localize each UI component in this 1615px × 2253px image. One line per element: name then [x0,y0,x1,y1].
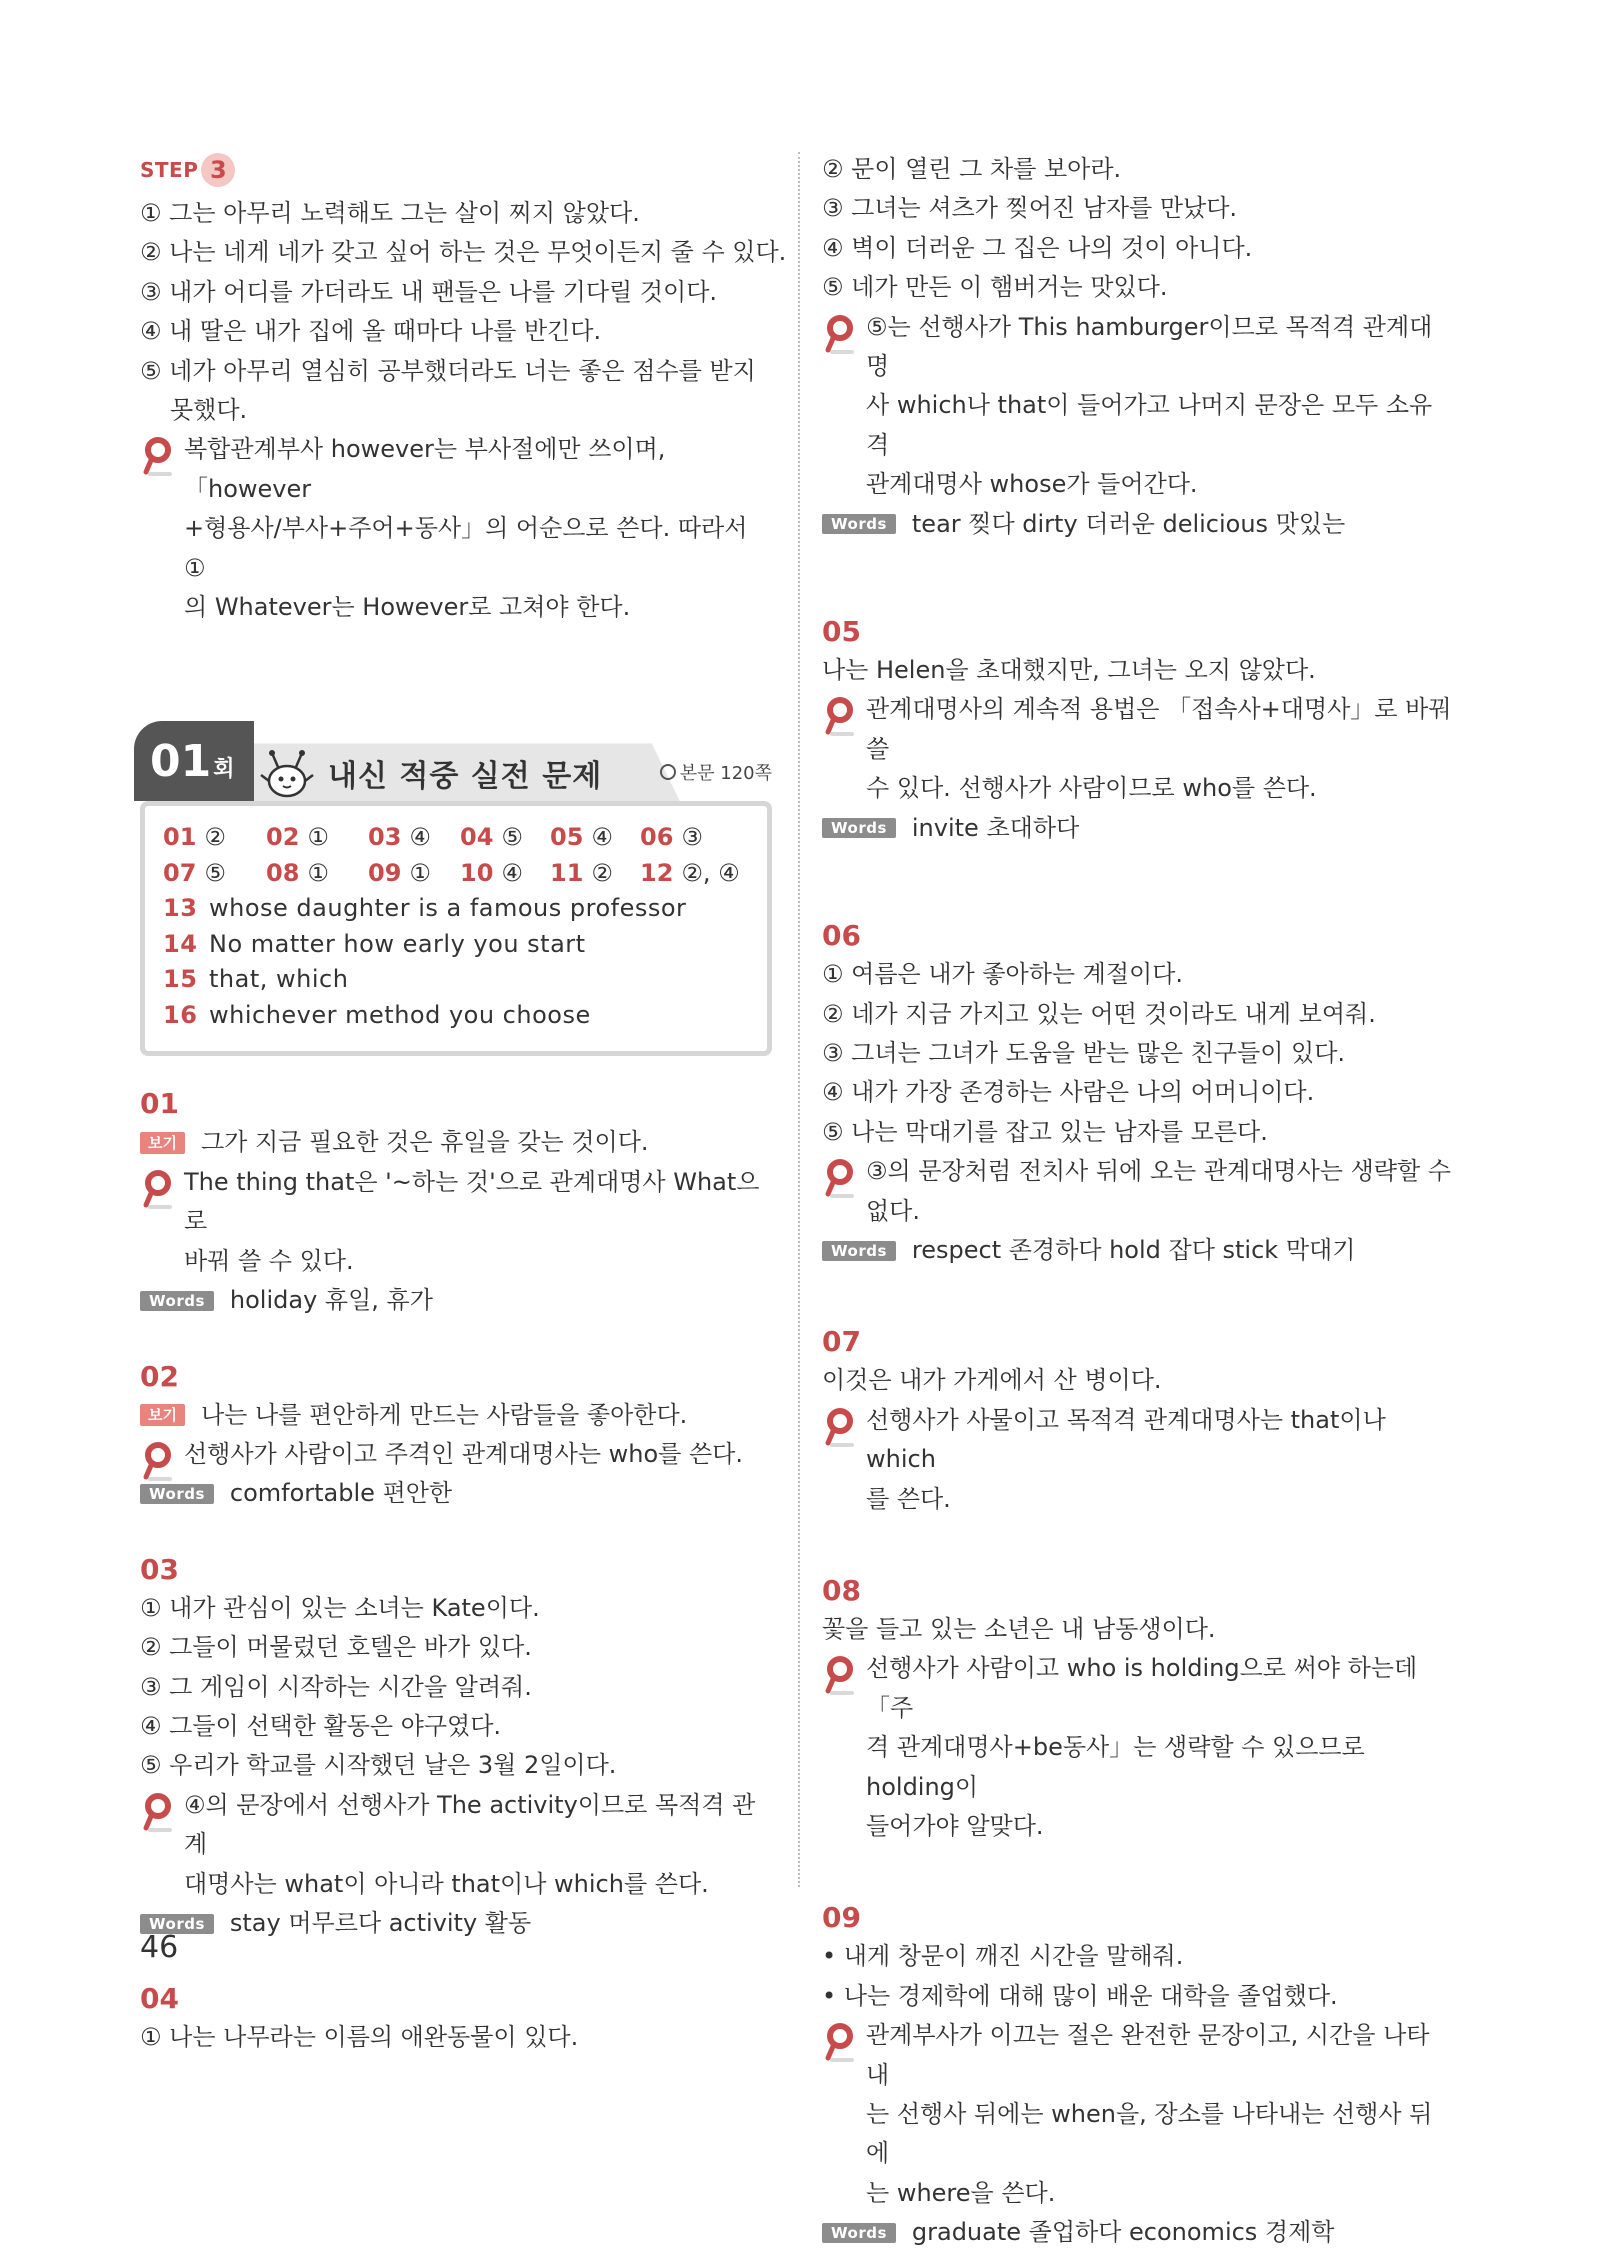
example-line: 보기 나는 나를 편안하게 만드는 사람들을 좋아한다. [140,1396,772,1435]
words-line: Words tear 찢다 dirty 더러운 delicious 맛있는 [822,505,1452,544]
step3-lines [140,194,787,430]
note-line: ④의 문장에서 선행사가 The activity이므로 목적격 관계 [184,1790,756,1859]
text-line: ⑤ 네가 만든 이 햄버거는 맛있다. [822,273,1168,302]
magnifier-pin-icon [822,696,858,738]
note-line: 는 선행사 뒤에는 when을, 장소를 나타내는 선행사 뒤에 [866,2100,1433,2168]
note-line: 의 Whatever는 However로 고쳐야 한다. [184,593,631,622]
note-line: 수 있다. 선행사가 사람이므로 who를 쓴다. [866,774,1317,803]
question-number: 04 [140,1982,179,2016]
round-banner [140,721,772,801]
example-line: 보기 그가 지금 필요한 것은 휴일을 갖는 것이다. [140,1123,772,1162]
note-line: 대명사는 what이 아니라 that이나 which를 쓴다. [184,1869,709,1898]
answer-item: 01 ② [163,823,226,852]
question-01 [140,1084,772,1320]
magnifier-pin-icon [822,1158,858,1200]
note-line: 선행사가 사람이고 who is holding으로 써야 하는데 「주 [866,1654,1418,1722]
words-line: Words graduate 졸업하다 economics 경제학 [822,2213,1452,2252]
text-line: ④ 벽이 더러운 그 집은 나의 것이 아니다. [822,233,1253,262]
text-line: ① 여름은 내가 좋아하는 계절이다. [822,960,1184,989]
text-line: ④ 내가 가장 존경하는 사람은 나의 어머니이다. [822,1078,1315,1107]
words-line: Words stay 머무르다 activity 활동 [140,1904,772,1943]
answer-item: 04 ⑤ [460,823,523,852]
answer-item: 10 ④ [460,858,523,887]
note-line: 바꿔 쓸 수 있다. [184,1246,354,1275]
answer-text-item: 15 that, which [163,965,349,994]
answer-item: 06 ③ [640,823,703,852]
question-04 [140,1979,772,2057]
answer-item: 11 ② [550,858,613,887]
explanation-note [822,1649,1452,1846]
note-line: 선행사가 사람이고 주격인 관계대명사는 who를 쓴다. [184,1439,743,1468]
note-line: 없다. [866,1196,920,1225]
words-badge: Words [140,1914,214,1934]
text-line: • 내게 창문이 깨진 시간을 말해줘. [822,1942,1184,1971]
answer-item: 07 ⑤ [163,858,226,887]
text-line: 못했다. [170,396,248,425]
explanation-note [822,2016,1452,2213]
text-line: ② 나는 네게 네가 갖고 싶어 하는 것은 무엇이든지 줄 수 있다. [140,238,787,267]
words-line: Words invite 초대하다 [822,809,1452,848]
note-line: ⑤는 선행사가 This hamburger이므로 목적격 관계대명 [866,312,1433,381]
reference-circle-icon [660,764,676,780]
explanation-note [822,308,1452,505]
question-07 [822,1322,1452,1519]
text-line: • 나는 경제학에 대해 많이 배운 대학을 졸업했다. [822,1981,1338,2010]
right-column [822,150,1452,2253]
column-divider [798,152,800,1887]
question-number: 08 [822,1573,861,1607]
words-line: Words comfortable 편안한 [140,1474,772,1513]
magnifier-pin-icon [140,436,176,478]
words-badge: Words [140,1291,214,1311]
text-line: ① 그는 아무리 노력해도 그는 살이 찌지 않았다. [140,199,640,227]
question-number: 02 [140,1359,179,1393]
question-05 [822,612,1452,848]
explanation-note [140,1435,772,1474]
example-badge: 보기 [140,1132,185,1154]
text-line: 꽃을 들고 있는 소년은 내 남동생이다. [822,1614,1216,1643]
answer-row [163,856,767,892]
question-08 [822,1571,1452,1846]
question-06 [822,916,1452,1270]
note-line: 는 where을 쓴다. [866,2178,1056,2207]
text-line: ③ 내가 어디를 가더라도 내 팬들은 나를 기다릴 것이다. [140,277,718,306]
text-line: ④ 내 딸은 내가 집에 올 때마다 나를 반긴다. [140,317,602,346]
words-badge: Words [822,2223,896,2243]
note-line: 관계대명사 whose가 들어간다. [866,470,1198,499]
note-line: 복합관계부사 however는 부사절에만 쓰이며, 「however [184,435,666,503]
answer-row [163,820,767,856]
step3-heading [140,150,772,190]
magnifier-pin-icon [140,1792,176,1834]
text-line: 이것은 내가 가게에서 산 병이다. [822,1366,1162,1395]
explanation-note [140,1163,772,1281]
text-line: ① 내가 관심이 있는 소녀는 Kate이다. [140,1593,540,1622]
magnifier-pin-icon [822,1655,858,1697]
explanation-note [140,430,772,627]
question-number: 07 [822,1325,861,1359]
explanation-note [822,1401,1452,1519]
note-line: 관계대명사의 계속적 용법은 「접속사+대명사」로 바꿔 쓸 [866,695,1452,763]
page-reference: 본문 120쪽 [660,759,772,785]
answer-item: 02 ① [266,823,329,852]
magnifier-pin-icon [822,2022,858,2064]
text-line: ② 그들이 머물렀던 호텔은 바가 있다. [140,1633,532,1662]
text-line: ⑤ 우리가 학교를 시작했던 날은 3월 2일이다. [140,1751,617,1780]
text-line: ② 네가 지금 가지고 있는 어떤 것이라도 내게 보여줘. [822,999,1376,1028]
magnifier-pin-icon [140,1169,176,1211]
answer-item: 03 ④ [368,823,431,852]
text-line: ⑤ 네가 아무리 열심히 공부했더라도 너는 좋은 점수를 받지 [140,356,756,385]
answer-item: 12 ②, ④ [640,858,740,887]
text-line: ④ 그들이 선택한 활동은 야구였다. [140,1711,502,1740]
round-number: 01회 [150,736,235,788]
question-02 [140,1357,772,1514]
answer-key-box [140,801,772,1056]
answer-item: 08 ① [266,858,329,887]
note-line: 를 쓴다. [866,1484,951,1513]
note-line: 관계부사가 이끄는 절은 완전한 문장이고, 시간을 나타내 [866,2021,1430,2089]
left-column [140,150,787,2058]
magnifier-pin-icon [822,1407,858,1449]
example-badge: 보기 [140,1404,185,1426]
magnifier-pin-icon [822,314,858,356]
question-number: 09 [822,1901,861,1935]
question-09 [822,1898,1452,2252]
question-number: 01 [140,1087,179,1121]
question-03 [140,1550,772,1944]
words-badge: Words [822,514,896,534]
answer-text-item: 16 whichever method you choose [163,1000,591,1029]
text-line: ③ 그녀는 셔츠가 찢어진 남자를 만났다. [822,194,1238,223]
text-line: ⑤ 나는 막대기를 잡고 있는 남자를 모른다. [822,1117,1268,1146]
note-line: The thing that은 '~하는 것'으로 관계대명사 What으로 [184,1167,760,1236]
text-line: ② 문이 열린 그 차를 보아라. [822,155,1122,183]
answer-text-item: 14 No matter how early you start [163,929,586,958]
note-line: 들어가야 알맞다. [866,1812,1044,1840]
question-number: 06 [822,919,861,953]
step-label: STEP [140,158,199,182]
magnifier-pin-icon [140,1441,176,1483]
text-line: ① 나는 나무라는 이름의 애완동물이 있다. [140,2023,579,2052]
step-number-badge: 3 [201,153,235,187]
question-04-continued [822,150,1452,544]
answer-item: 09 ① [368,858,431,887]
note-line: 선행사가 사물이고 목적격 관계대명사는 that이나 which [866,1405,1386,1474]
explanation-note [140,1786,772,1904]
words-line: Words respect 존경하다 hold 잡다 stick 막대기 [822,1231,1452,1270]
mascot-icon [258,749,316,799]
text-line: ③ 그녀는 그녀가 도움을 받는 많은 친구들이 있다. [822,1038,1346,1067]
explanation-note [822,690,1452,808]
page-number: 46 [140,1930,179,1965]
answer-text-item: 13 whose daughter is a famous professor [163,894,687,923]
answer-item: 05 ④ [550,823,613,852]
note-line: 격 관계대명사+be동사」는 생략할 수 있으므로 holding이 [866,1733,1365,1801]
banner-title: 내신 적중 실전 문제 [328,759,603,795]
note-line: 사 which나 that이 들어가고 나머지 문장은 모두 소유격 [866,391,1433,459]
question-number: 03 [140,1552,179,1586]
text-line: 나는 Helen을 초대했지만, 그녀는 오지 않았다. [822,656,1316,685]
question-number: 05 [822,615,861,649]
words-line: Words holiday 휴일, 휴가 [140,1281,772,1320]
note-line: +형용사/부사+주어+동사」의 어순으로 쓴다. 따라서 ① [184,514,748,582]
words-badge: Words [140,1484,214,1504]
text-line: ③ 그 게임이 시작하는 시간을 알려줘. [140,1672,532,1701]
explanation-note [822,1152,1452,1231]
note-line: ③의 문장처럼 전치사 뒤에 오는 관계대명사는 생략할 수 [866,1157,1451,1186]
words-badge: Words [822,818,896,838]
words-badge: Words [822,1241,896,1261]
